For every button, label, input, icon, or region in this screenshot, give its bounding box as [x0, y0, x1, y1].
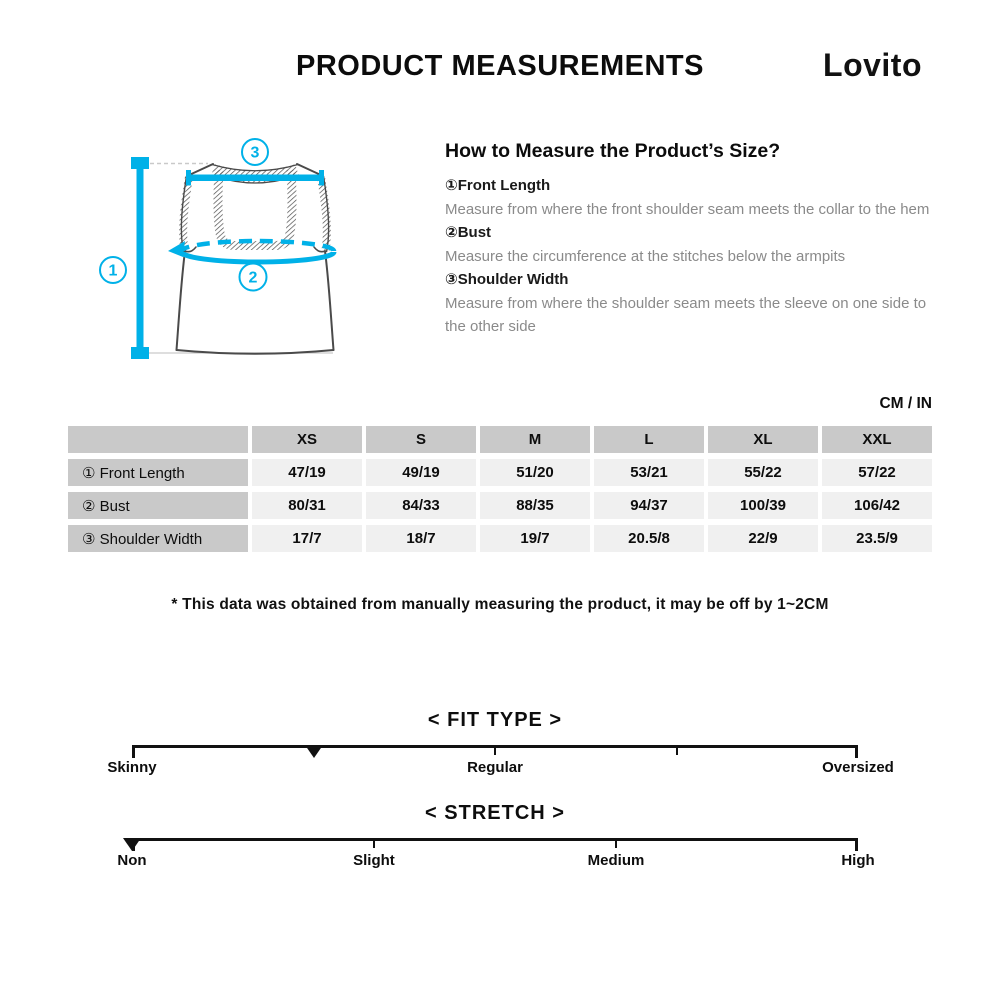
row-label: ③ Shoulder Width — [68, 525, 248, 552]
measurement-value: 84/33 — [366, 492, 476, 519]
step-description: Measure from where the shoulder seam meets the sleeve on one side to the other side — [445, 294, 927, 335]
size-column-header: L — [594, 426, 704, 453]
measurement-value: 49/19 — [366, 459, 476, 486]
axis-tick — [615, 838, 617, 848]
how-to-heading: How to Measure the Product’s Size? — [445, 140, 781, 162]
table-header-row — [68, 426, 932, 453]
stretch-axis — [132, 838, 858, 841]
garment-diagram — [85, 125, 415, 375]
measurement-value: 55/22 — [708, 459, 818, 486]
row-label: ② Bust — [68, 492, 248, 519]
scale-label: High — [841, 852, 875, 869]
step-label: ③Shoulder Width — [445, 271, 569, 288]
size-table — [64, 420, 936, 558]
scale-label: Regular — [467, 759, 523, 776]
step-description: Measure the circumference at the stitches below the armpits — [445, 247, 846, 265]
scale-label: Skinny — [107, 759, 157, 776]
measure-step — [445, 221, 940, 268]
measure-step — [445, 268, 940, 339]
measurement-value: 23.5/9 — [822, 525, 932, 552]
axis-tick — [132, 745, 135, 758]
step-label: ②Bust — [445, 224, 492, 241]
step-label: ①Front Length — [445, 177, 551, 194]
units-label: CM / IN — [879, 395, 932, 412]
fit-type-marker — [305, 745, 323, 758]
axis-tick — [855, 838, 858, 851]
measurement-value: 94/37 — [594, 492, 704, 519]
badge-1: 1 — [108, 262, 118, 280]
fit-type-axis — [132, 745, 858, 748]
measurement-value: 53/21 — [594, 459, 704, 486]
how-to-measure-section — [445, 140, 940, 339]
scale-label: Slight — [353, 852, 395, 869]
measurement-value: 88/35 — [480, 492, 590, 519]
table-row — [68, 492, 932, 519]
measurement-annotations — [131, 157, 334, 359]
measurement-value: 47/19 — [252, 459, 362, 486]
stretch-title: < STRETCH > — [425, 802, 565, 824]
measurement-value: 100/39 — [708, 492, 818, 519]
axis-tick — [494, 745, 496, 755]
measurement-value: 18/7 — [366, 525, 476, 552]
scale-label: Oversized — [822, 759, 894, 776]
axis-tick — [855, 745, 858, 758]
measurement-disclaimer: * This data was obtained from manually measuring the product, it may be off by 1~2CM — [171, 596, 829, 613]
bust-arrowhead — [168, 241, 185, 257]
table-corner-cell — [68, 426, 248, 453]
front-length-bar — [137, 163, 144, 353]
fit-type-scale — [107, 708, 894, 779]
size-column-header: XS — [252, 426, 362, 453]
row-label: ① Front Length — [68, 459, 248, 486]
table-row — [68, 525, 932, 552]
bust-ellipse-bottom — [182, 252, 334, 262]
measurement-value: 57/22 — [822, 459, 932, 486]
stretch-marker — [123, 838, 141, 851]
page-title: PRODUCT MEASUREMENTS — [296, 50, 704, 82]
measurement-value: 106/42 — [822, 492, 932, 519]
shoulder-width-bar — [189, 175, 322, 182]
brand-logo: Lovito — [823, 47, 922, 83]
table-row — [68, 459, 932, 486]
size-column-header: XL — [708, 426, 818, 453]
fit-type-title: < FIT TYPE > — [427, 709, 563, 731]
measurement-value: 80/31 — [252, 492, 362, 519]
scale-label: Medium — [587, 852, 645, 869]
measurement-value: 20.5/8 — [594, 525, 704, 552]
axis-tick — [676, 745, 678, 755]
measurement-value: 22/9 — [708, 525, 818, 552]
badge-2: 2 — [248, 269, 258, 287]
measurement-value: 51/20 — [480, 459, 590, 486]
step-description: Measure from where the front shoulder seam meets the collar to the hem — [445, 200, 930, 218]
measure-step — [445, 174, 940, 221]
size-column-header: S — [366, 426, 476, 453]
size-column-header: M — [480, 426, 590, 453]
measurement-value: 19/7 — [480, 525, 590, 552]
stretch-scale — [117, 801, 875, 872]
size-column-header: XXL — [822, 426, 932, 453]
badge-3: 3 — [250, 144, 260, 162]
scale-label: Non — [117, 852, 147, 869]
measurement-value: 17/7 — [252, 525, 362, 552]
axis-tick — [373, 838, 375, 848]
